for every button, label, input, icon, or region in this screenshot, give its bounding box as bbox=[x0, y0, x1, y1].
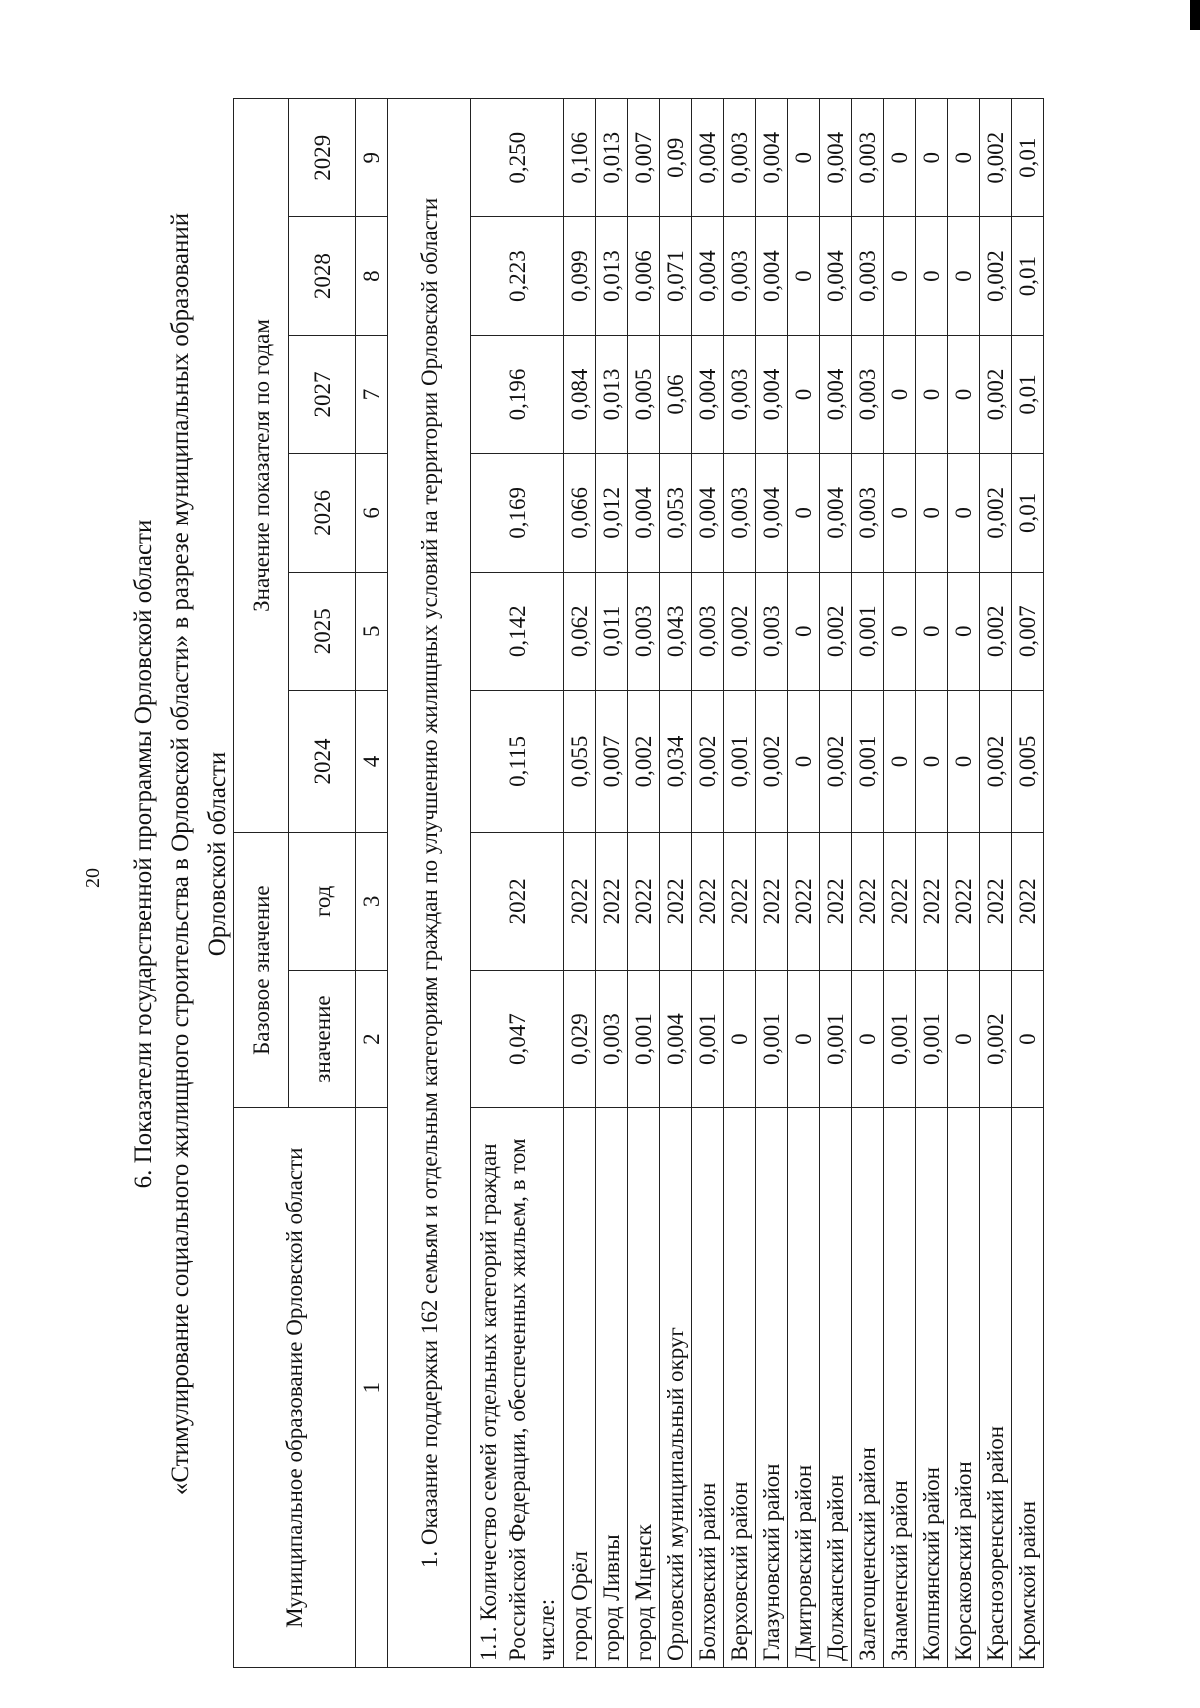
table-cell: 0,004 bbox=[820, 99, 852, 217]
table-row bbox=[980, 99, 1012, 1668]
table-cell: 2022 bbox=[916, 832, 948, 970]
column-number: 7 bbox=[356, 335, 388, 453]
table-cell: 0,001 bbox=[852, 690, 884, 832]
table-cell: 0,003 bbox=[724, 454, 756, 572]
column-number: 4 bbox=[356, 690, 388, 832]
table-cell: 2022 bbox=[660, 832, 692, 970]
column-number: 3 bbox=[356, 832, 388, 970]
table-cell: 0 bbox=[884, 335, 916, 453]
table-cell: 0 bbox=[916, 572, 948, 690]
table-cell: 0,002 bbox=[980, 572, 1012, 690]
municipality-name: Знаменский район bbox=[884, 1108, 916, 1668]
table-cell: 0,071 bbox=[660, 217, 692, 335]
table-cell: 0,084 bbox=[564, 335, 596, 453]
table-cell: 0,012 bbox=[596, 454, 628, 572]
table-cell: 0,004 bbox=[756, 454, 788, 572]
indicator-cell: 0,047 bbox=[471, 970, 564, 1108]
table-cell: 0,003 bbox=[852, 99, 884, 217]
table-row bbox=[1012, 99, 1044, 1668]
table-cell: 0,002 bbox=[820, 572, 852, 690]
table-cell: 0,002 bbox=[724, 572, 756, 690]
table-cell: 0 bbox=[788, 572, 820, 690]
column-number: 6 bbox=[356, 454, 388, 572]
table-cell: 0 bbox=[724, 970, 756, 1108]
table-cell: 0,011 bbox=[596, 572, 628, 690]
indicator-cell: 0,169 bbox=[471, 454, 564, 572]
table-cell: 0 bbox=[948, 690, 980, 832]
table-cell: 0,053 bbox=[660, 454, 692, 572]
table-cell: 0,004 bbox=[628, 454, 660, 572]
table-cell: 0,034 bbox=[660, 690, 692, 832]
table-cell: 0,004 bbox=[692, 99, 724, 217]
table-cell: 0 bbox=[884, 572, 916, 690]
table-cell: 0,099 bbox=[564, 217, 596, 335]
table-cell: 0 bbox=[948, 970, 980, 1108]
title-line-3: Орловской области bbox=[204, 751, 231, 957]
municipality-name: Краснозоренский район bbox=[980, 1108, 1012, 1668]
table-cell: 0 bbox=[788, 217, 820, 335]
table-row bbox=[852, 99, 884, 1668]
indicator-cell: 0,223 bbox=[471, 217, 564, 335]
table-cell: 0,001 bbox=[884, 970, 916, 1108]
column-number: 5 bbox=[356, 572, 388, 690]
table-cell: 0,013 bbox=[596, 99, 628, 217]
table-cell: 0,004 bbox=[820, 454, 852, 572]
table-row bbox=[948, 99, 980, 1668]
table-cell: 0 bbox=[1012, 970, 1044, 1108]
table-cell: 2022 bbox=[788, 832, 820, 970]
municipality-name: Глазуновский район bbox=[756, 1108, 788, 1668]
table-cell: 0 bbox=[916, 335, 948, 453]
table-cell: 0,003 bbox=[852, 217, 884, 335]
table-cell: 2022 bbox=[692, 832, 724, 970]
table-cell: 0,06 bbox=[660, 335, 692, 453]
table-cell: 0,09 bbox=[660, 99, 692, 217]
table-cell: 0 bbox=[916, 454, 948, 572]
table-cell: 0,006 bbox=[628, 217, 660, 335]
indicators-table bbox=[233, 98, 1044, 1668]
table-cell: 0,106 bbox=[564, 99, 596, 217]
table-cell: 0,005 bbox=[1012, 690, 1044, 832]
table-cell: 0 bbox=[916, 690, 948, 832]
table-cell: 0,004 bbox=[820, 217, 852, 335]
table-cell: 0,007 bbox=[1012, 572, 1044, 690]
municipality-name: Корсаковский район bbox=[948, 1108, 980, 1668]
table-cell: 0,01 bbox=[1012, 335, 1044, 453]
page-number: 20 bbox=[82, 868, 104, 888]
header-base: Базовое значение bbox=[234, 832, 289, 1107]
table-row bbox=[788, 99, 820, 1668]
table-cell: 0,055 bbox=[564, 690, 596, 832]
table-cell: 0,002 bbox=[980, 217, 1012, 335]
table-cell: 0 bbox=[852, 970, 884, 1108]
header-year: 2027 bbox=[289, 335, 356, 453]
table-cell: 0,001 bbox=[916, 970, 948, 1108]
table-cell: 0 bbox=[916, 217, 948, 335]
table-cell: 0 bbox=[948, 454, 980, 572]
table-cell: 0,002 bbox=[980, 99, 1012, 217]
table-cell: 2022 bbox=[724, 832, 756, 970]
table-cell: 0,001 bbox=[628, 970, 660, 1108]
table-cell: 0 bbox=[884, 217, 916, 335]
municipality-name: город Ливны bbox=[596, 1108, 628, 1668]
table-cell: 2022 bbox=[948, 832, 980, 970]
indicator-cell: 2022 bbox=[471, 832, 564, 970]
title-line-1: 6. Показатели государственной программы Орловской области bbox=[130, 519, 157, 1189]
municipality-name: Верховский район bbox=[724, 1108, 756, 1668]
table-cell: 0,029 bbox=[564, 970, 596, 1108]
table-cell: 2022 bbox=[564, 832, 596, 970]
municipality-name: Дмитровский район bbox=[788, 1108, 820, 1668]
table-row bbox=[916, 99, 948, 1668]
column-number: 2 bbox=[356, 970, 388, 1108]
table-cell: 0,007 bbox=[628, 99, 660, 217]
table-cell: 2022 bbox=[820, 832, 852, 970]
table-cell: 0,004 bbox=[756, 335, 788, 453]
table-cell: 2022 bbox=[596, 832, 628, 970]
indicator-cell: 0,142 bbox=[471, 572, 564, 690]
table-cell: 0 bbox=[916, 99, 948, 217]
table-cell: 0 bbox=[948, 217, 980, 335]
municipality-name: город Мценск bbox=[628, 1108, 660, 1668]
header-values-by-year: Значение показателя по годам bbox=[234, 99, 289, 833]
table-cell: 0,004 bbox=[660, 970, 692, 1108]
table-cell: 0 bbox=[884, 99, 916, 217]
column-number: 1 bbox=[356, 1108, 388, 1668]
table-cell: 0,066 bbox=[564, 454, 596, 572]
table-cell: 0,004 bbox=[692, 217, 724, 335]
column-number: 9 bbox=[356, 99, 388, 217]
table-cell: 0,003 bbox=[724, 217, 756, 335]
table-cell: 0,003 bbox=[852, 335, 884, 453]
table-row bbox=[756, 99, 788, 1668]
table-cell: 0 bbox=[788, 690, 820, 832]
header-year: 2025 bbox=[289, 572, 356, 690]
table-cell: 0,003 bbox=[852, 454, 884, 572]
table-cell: 0,01 bbox=[1012, 454, 1044, 572]
table-cell: 0,002 bbox=[756, 690, 788, 832]
indicator-cell: 0,250 bbox=[471, 99, 564, 217]
table-cell: 0 bbox=[788, 454, 820, 572]
table-cell: 0,003 bbox=[692, 572, 724, 690]
municipality-name: Залегощенский район bbox=[852, 1108, 884, 1668]
municipality-name: город Орёл bbox=[564, 1108, 596, 1668]
indicator-cell: 0,196 bbox=[471, 335, 564, 453]
table-cell: 0,002 bbox=[820, 690, 852, 832]
table-cell: 0,043 bbox=[660, 572, 692, 690]
indicator-name: 1.1. Количество семей отдельных категорий граждан Российской Федерации, обеспеченных жильем, в том числе: bbox=[471, 1108, 564, 1668]
table-row bbox=[628, 99, 660, 1668]
table-cell: 0,001 bbox=[852, 572, 884, 690]
table-row bbox=[660, 99, 692, 1668]
table-row bbox=[692, 99, 724, 1668]
table-cell: 0,01 bbox=[1012, 99, 1044, 217]
table-row bbox=[820, 99, 852, 1668]
header-year: 2028 bbox=[289, 217, 356, 335]
table-row bbox=[724, 99, 756, 1668]
header-year: 2026 bbox=[289, 454, 356, 572]
indicator-row bbox=[471, 99, 564, 1668]
section-row bbox=[388, 99, 471, 1668]
table-cell: 0,001 bbox=[820, 970, 852, 1108]
table-cell: 2022 bbox=[884, 832, 916, 970]
table-cell: 0,004 bbox=[692, 335, 724, 453]
table-row bbox=[884, 99, 916, 1668]
table-cell: 0 bbox=[948, 99, 980, 217]
header-base-year: год bbox=[289, 832, 356, 970]
table-cell: 0,002 bbox=[692, 690, 724, 832]
table-cell: 0,007 bbox=[596, 690, 628, 832]
scan-edge-mark bbox=[1190, 0, 1200, 30]
table-cell: 0,013 bbox=[596, 217, 628, 335]
table-cell: 0,004 bbox=[692, 454, 724, 572]
table-cell: 0 bbox=[788, 335, 820, 453]
table-cell: 2022 bbox=[1012, 832, 1044, 970]
header-municipality: Муниципальное образование Орловской области bbox=[234, 1108, 356, 1668]
header-row-1 bbox=[234, 99, 289, 1668]
table-cell: 0,01 bbox=[1012, 217, 1044, 335]
table-cell: 0,004 bbox=[756, 99, 788, 217]
table-cell: 0,004 bbox=[756, 217, 788, 335]
column-number-row bbox=[356, 99, 388, 1668]
table-cell: 0,013 bbox=[596, 335, 628, 453]
table-cell: 0,002 bbox=[980, 690, 1012, 832]
table-cell: 0,062 bbox=[564, 572, 596, 690]
column-number: 8 bbox=[356, 217, 388, 335]
municipality-name: Должанский район bbox=[820, 1108, 852, 1668]
table-cell: 0,001 bbox=[692, 970, 724, 1108]
table-cell: 2022 bbox=[628, 832, 660, 970]
table-cell: 0,001 bbox=[724, 690, 756, 832]
table-cell: 0 bbox=[788, 99, 820, 217]
municipality-name: Колпнянский район bbox=[916, 1108, 948, 1668]
table-cell: 0,003 bbox=[724, 99, 756, 217]
table-cell: 0,002 bbox=[980, 970, 1012, 1108]
table-cell: 0 bbox=[788, 970, 820, 1108]
section-title: 1. Оказание поддержки 162 семьям и отдельным категориям граждан по улучшению жилищных условий на территории Орловской области bbox=[388, 99, 471, 1668]
municipality-name: Орловский муниципальный округ bbox=[660, 1108, 692, 1668]
table-cell: 0,004 bbox=[820, 335, 852, 453]
table-cell: 0,003 bbox=[628, 572, 660, 690]
header-base-value: значение bbox=[289, 970, 356, 1108]
municipality-name: Болховский район bbox=[692, 1108, 724, 1668]
table-cell: 0 bbox=[884, 690, 916, 832]
table-cell: 0,003 bbox=[756, 572, 788, 690]
table-cell: 0,002 bbox=[980, 335, 1012, 453]
table-cell: 0 bbox=[948, 572, 980, 690]
header-year: 2024 bbox=[289, 690, 356, 832]
table-cell: 0,002 bbox=[980, 454, 1012, 572]
table-cell: 2022 bbox=[980, 832, 1012, 970]
municipality-name: Кромской район bbox=[1012, 1108, 1044, 1668]
table-cell: 0,002 bbox=[628, 690, 660, 832]
title-line-2: «Стимулирование социального жилищного строительства в Орловской области» в разрезе муниципальных образований bbox=[167, 212, 194, 1496]
table-cell: 0 bbox=[884, 454, 916, 572]
table-row bbox=[564, 99, 596, 1668]
header-year: 2029 bbox=[289, 99, 356, 217]
table-cell: 0,005 bbox=[628, 335, 660, 453]
table-cell: 0,003 bbox=[596, 970, 628, 1108]
table-cell: 0,003 bbox=[724, 335, 756, 453]
table-cell: 2022 bbox=[852, 832, 884, 970]
table-row bbox=[596, 99, 628, 1668]
indicator-cell: 0,115 bbox=[471, 690, 564, 832]
table-cell: 0,001 bbox=[756, 970, 788, 1108]
table-cell: 0 bbox=[948, 335, 980, 453]
table-cell: 2022 bbox=[756, 832, 788, 970]
